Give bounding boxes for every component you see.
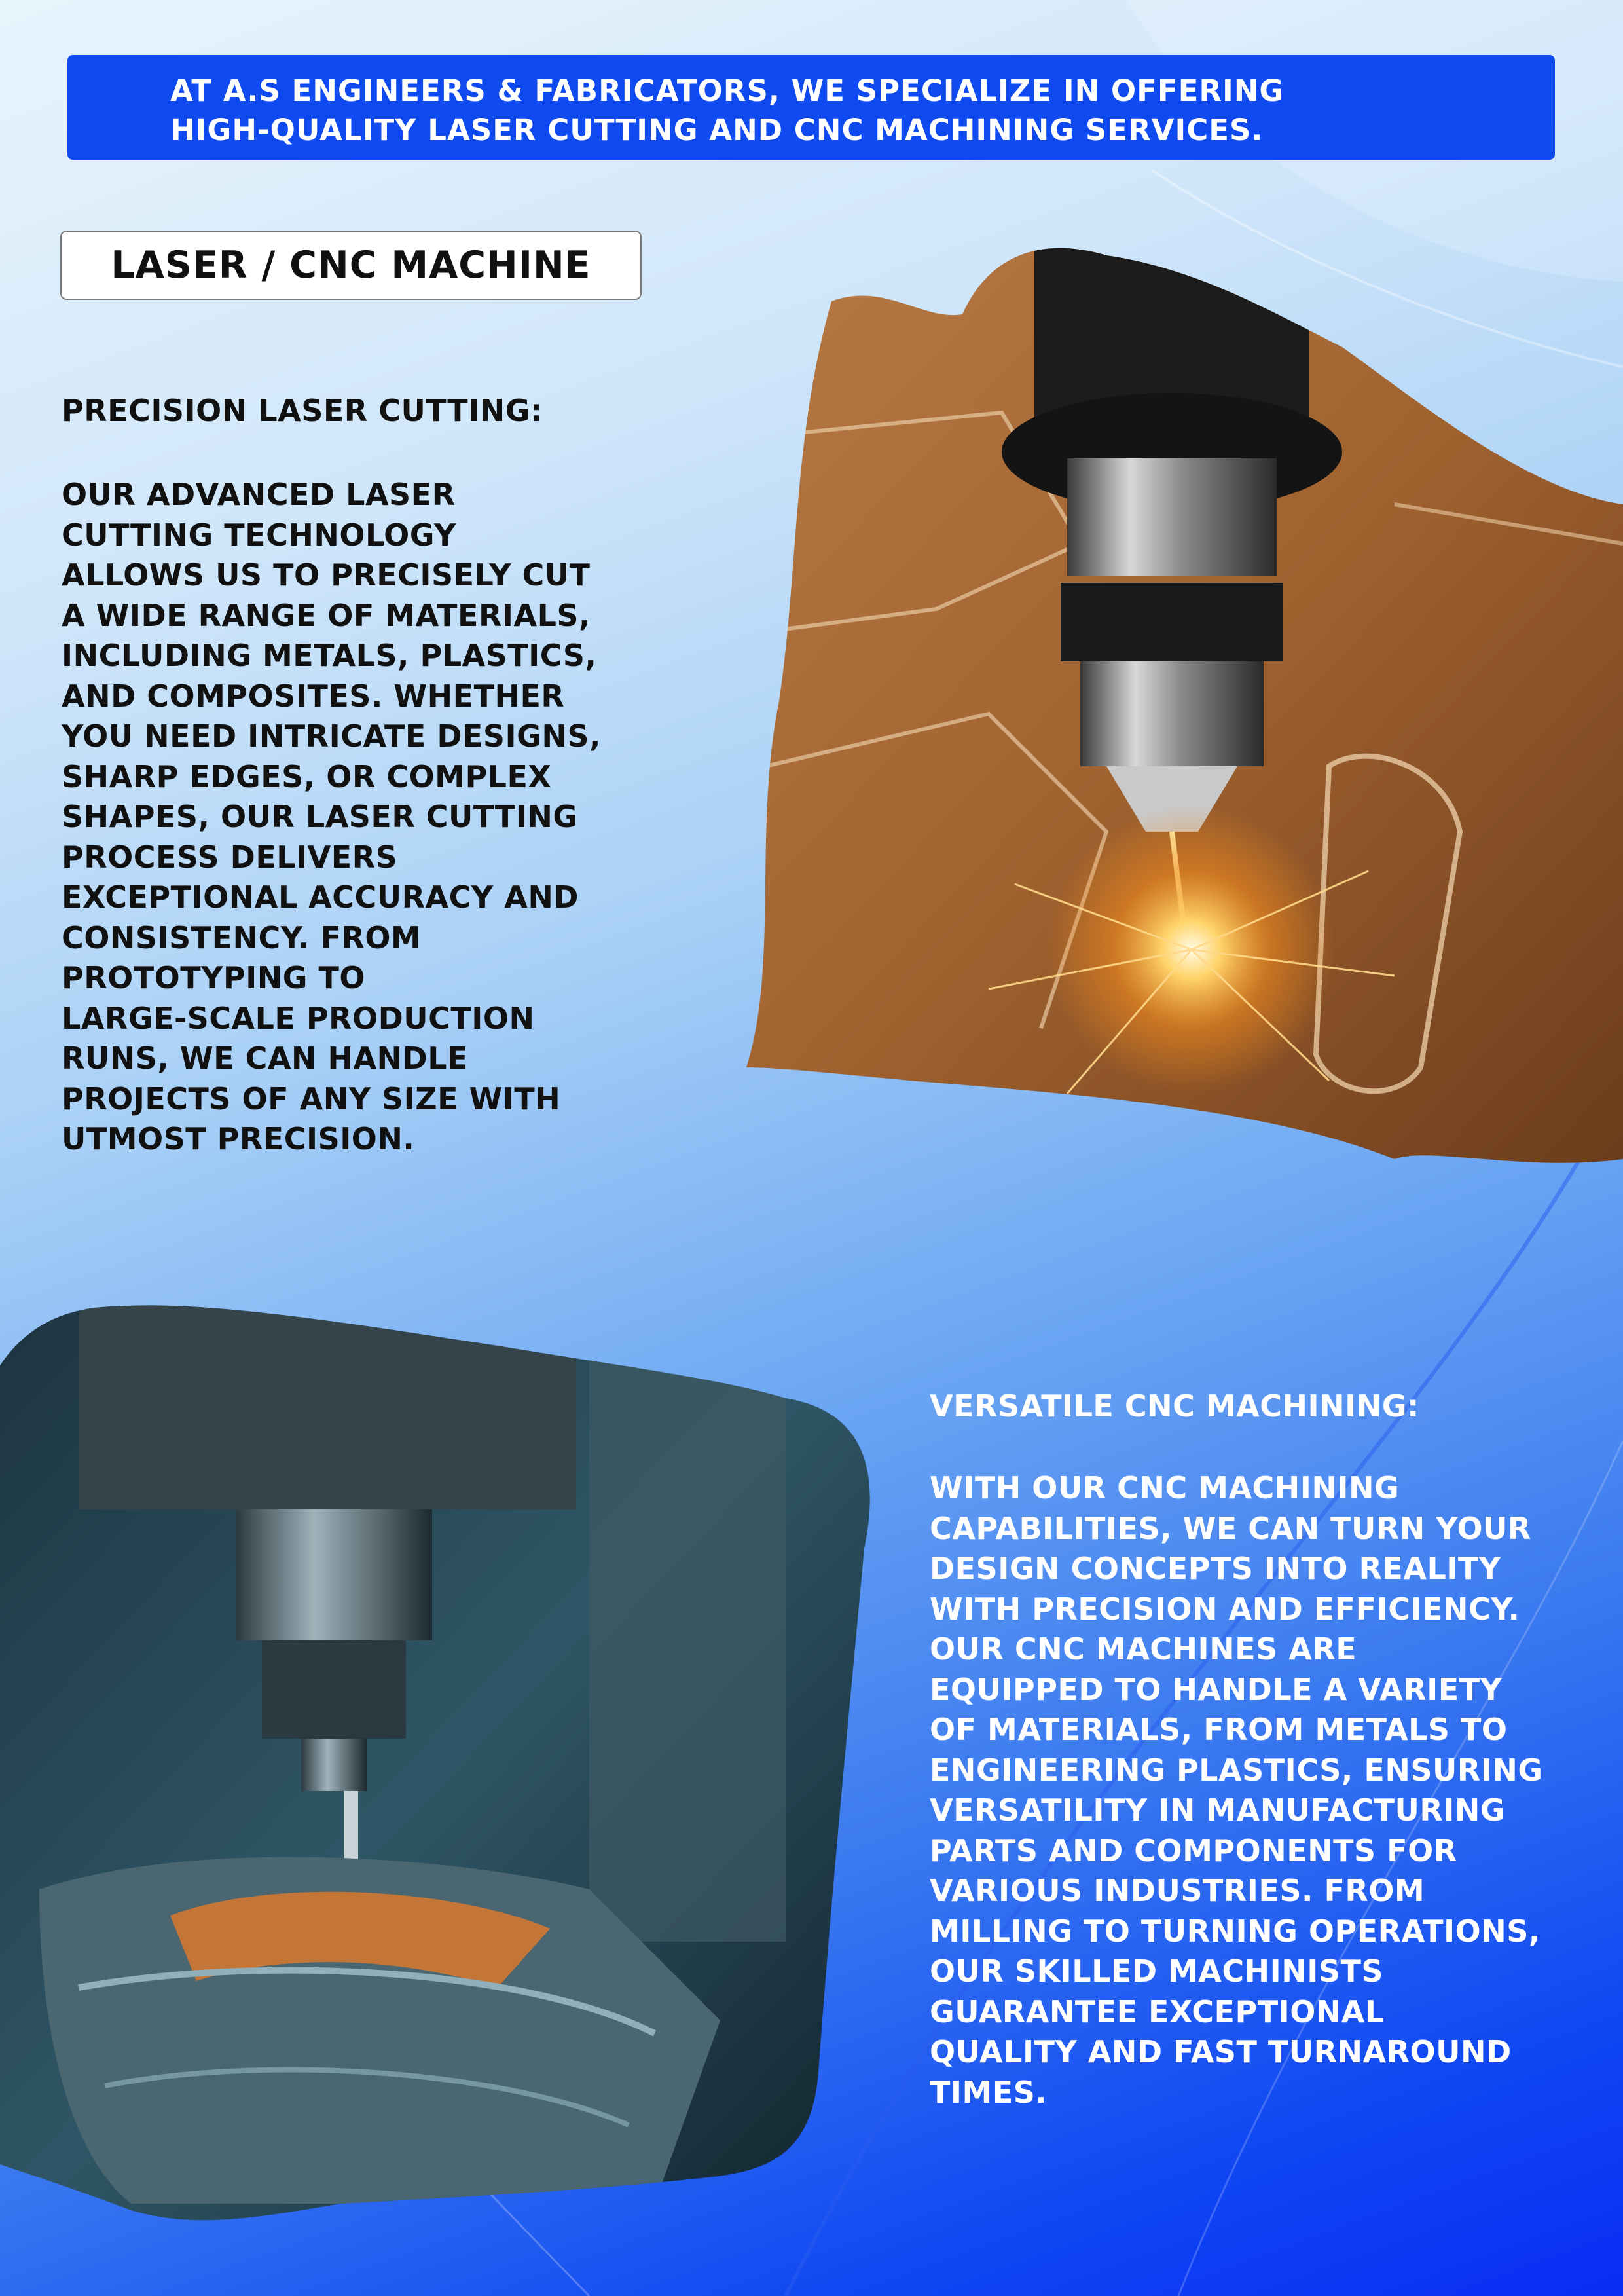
text-line: GUARANTEE EXCEPTIONAL	[930, 1993, 1385, 2029]
text-line: A WIDE RANGE OF MATERIALS,	[62, 597, 591, 633]
cnc-machining-photo	[0, 1300, 881, 2230]
text-line: PROCESS DELIVERS	[62, 839, 398, 875]
text-line: UTMOST PRECISION.	[62, 1121, 415, 1157]
text-line: PROJECTS OF ANY SIZE WITH	[62, 1081, 561, 1117]
text-line: EQUIPPED TO HANDLE A VARIETY	[930, 1671, 1503, 1707]
text-line: PROTOTYPING TO	[62, 960, 365, 995]
text-line: VERSATILITY IN MANUFACTURING	[930, 1792, 1506, 1828]
text-line: VARIOUS INDUSTRIES. FROM	[930, 1873, 1425, 1908]
text-line: YOU NEED INTRICATE DESIGNS,	[62, 718, 602, 754]
text-line: ENGINEERING PLASTICS, ENSURING	[930, 1752, 1543, 1788]
text-line: OF MATERIALS, FROM METALS TO	[930, 1712, 1508, 1747]
text-line: OUR ADVANCED LASER	[62, 477, 456, 512]
banner-line-2: HIGH-QUALITY LASER CUTTING AND CNC MACHINING SERVICES.	[170, 113, 1264, 147]
laser-cutting-photo	[740, 242, 1623, 1172]
text-line: WITH OUR CNC MACHINING	[930, 1470, 1400, 1506]
text-line: SHARP EDGES, OR COMPLEX	[62, 758, 552, 794]
section-title: LASER / CNC MACHINE	[60, 231, 642, 300]
text-line: MILLING TO TURNING OPERATIONS,	[930, 1913, 1541, 1949]
text-line: ALLOWS US TO PRECISELY CUT	[62, 557, 591, 593]
banner-line-1: AT A.S ENGINEERS & FABRICATORS, WE SPECIALIZE IN OFFERING	[170, 73, 1285, 108]
text-line: CONSISTENCY. FROM	[62, 919, 422, 955]
text-line: SHAPES, OUR LASER CUTTING	[62, 799, 578, 834]
text-line: RUNS, WE CAN HANDLE	[62, 1041, 468, 1076]
text-line: TIMES.	[930, 2074, 1048, 2110]
text-line: OUR CNC MACHINES ARE	[930, 1631, 1357, 1667]
laser-heading: PRECISION LASER CUTTING:	[62, 393, 543, 428]
text-line: INCLUDING METALS, PLASTICS,	[62, 638, 597, 673]
text-line: PARTS AND COMPONENTS FOR	[930, 1832, 1457, 1868]
text-line: OUR SKILLED MACHINISTS	[930, 1953, 1384, 1989]
text-line: DESIGN CONCEPTS INTO REALITY	[930, 1551, 1501, 1586]
text-line: CAPABILITIES, WE CAN TURN YOUR	[930, 1510, 1531, 1546]
cnc-heading: VERSATILE CNC MACHINING:	[930, 1388, 1419, 1424]
text-line: CUTTING TECHNOLOGY	[62, 517, 456, 553]
text-line: AND COMPOSITES. WHETHER	[62, 678, 565, 714]
text-line: WITH PRECISION AND EFFICIENCY.	[930, 1591, 1520, 1627]
text-line: QUALITY AND FAST TURNAROUND	[930, 2034, 1512, 2069]
text-line: LARGE-SCALE PRODUCTION	[62, 1000, 535, 1036]
text-line: EXCEPTIONAL ACCURACY AND	[62, 880, 579, 915]
